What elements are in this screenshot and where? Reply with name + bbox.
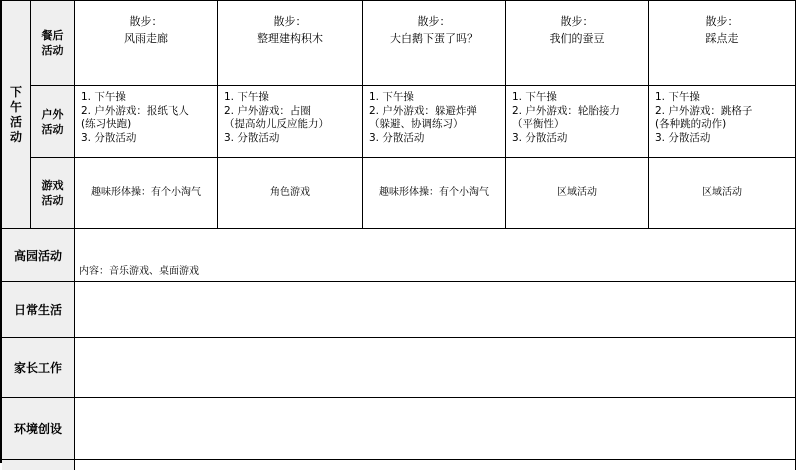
after-meal-day-4-title: 散步：	[560, 15, 594, 28]
after-meal-day-1-activity: 风雨走廊	[124, 32, 168, 45]
games-day-1	[75, 158, 218, 229]
outdoor-day-1-line-1: 1. 下午操	[81, 91, 126, 103]
after-meal-day-3	[363, 0, 506, 86]
gaoyuan-content-cell	[75, 229, 796, 282]
games-day-5	[649, 158, 796, 229]
games-day-4	[506, 158, 649, 229]
outdoor-day-1	[75, 86, 218, 158]
games-day-2-text: 角色游戏	[270, 187, 310, 198]
after-meal-day-2-title: 散步：	[273, 15, 307, 28]
gaoyuan-content: 内容：音乐游戏、桌面游戏	[79, 266, 199, 277]
outdoor-day-3-line-1: 1. 下午操	[369, 91, 414, 103]
next-row-label-stub	[2, 460, 75, 470]
after-meal-day-1-title: 散步：	[129, 15, 163, 28]
parents-label: 家长工作	[13, 361, 62, 375]
after-meal-day-2-activity: 整理建构积木	[257, 32, 323, 45]
outdoor-day-5-line-3: (各种跳的动作)	[655, 118, 727, 130]
outdoor-day-5-line-1: 1. 下午操	[655, 91, 700, 103]
games-day-5-text: 区域活动	[702, 187, 742, 198]
after-meal-day-4-activity: 我们的蚕豆	[549, 32, 605, 45]
next-row-content-stub	[75, 460, 796, 470]
outdoor-day-3-line-3: （躲避、协调练习）	[369, 118, 464, 130]
environment-label: 环境创设	[13, 422, 62, 436]
after-meal-day-5	[649, 0, 796, 86]
outdoor-day-2-line-2: 2. 户外游戏：占圈	[224, 104, 311, 117]
outdoor-label-cell	[31, 86, 75, 158]
after-meal-day-4	[506, 0, 649, 86]
parents-label-cell	[2, 338, 75, 398]
outdoor-day-1-line-3: (练习快跑)	[81, 118, 132, 130]
after-meal-label: 餐后活动	[41, 29, 64, 57]
environment-content-cell	[75, 398, 796, 460]
outdoor-day-3	[363, 86, 506, 158]
parents-content-cell	[75, 338, 796, 398]
outdoor-day-5-line-2: 2. 户外游戏：跳格子	[655, 104, 753, 117]
outdoor-day-4	[506, 86, 649, 158]
afternoon-group-label-cell	[2, 0, 31, 229]
environment-label-cell	[2, 398, 75, 460]
after-meal-label-cell	[31, 0, 75, 86]
gaoyuan-label: 高园活动	[13, 248, 62, 263]
outdoor-day-2	[218, 86, 363, 158]
outdoor-day-1-line-4: 3. 分散活动	[81, 131, 137, 144]
outdoor-day-5	[649, 86, 796, 158]
outdoor-day-1-line-2: 2. 户外游戏：报纸飞人	[81, 104, 189, 117]
games-day-4-text: 区域活动	[557, 187, 597, 198]
afternoon-group-label: 下午活动	[9, 84, 22, 144]
games-label-cell	[31, 158, 75, 229]
after-meal-day-1	[75, 0, 218, 86]
daily-life-content-cell	[75, 282, 796, 338]
outdoor-day-2-line-1: 1. 下午操	[224, 91, 269, 103]
outdoor-day-3-line-2: 2. 户外游戏：躲避炸弹	[369, 104, 477, 117]
outdoor-day-4-line-2: 2. 户外游戏：轮胎接力	[512, 104, 620, 117]
outdoor-day-2-line-3: （提高幼儿反应能力）	[224, 118, 329, 130]
outdoor-label: 户外活动	[41, 107, 64, 136]
games-label: 游戏活动	[41, 179, 64, 207]
outdoor-day-3-line-4: 3. 分散活动	[369, 131, 425, 144]
daily-life-label: 日常生活	[13, 303, 62, 317]
games-day-2	[218, 158, 363, 229]
outdoor-day-5-line-4: 3. 分散活动	[655, 131, 711, 144]
outdoor-day-2-line-4: 3. 分散活动	[224, 131, 280, 144]
after-meal-day-2	[218, 0, 363, 86]
games-day-3-text: 趣味形体操：有个小淘气	[379, 187, 489, 198]
outdoor-day-4-line-1: 1. 下午操	[512, 91, 557, 103]
outdoor-day-4-line-3: （平衡性）	[512, 118, 565, 130]
games-day-1-text: 趣味形体操：有个小淘气	[91, 187, 201, 198]
outdoor-day-4-line-4: 3. 分散活动	[512, 131, 568, 144]
daily-life-label-cell	[2, 282, 75, 338]
games-day-3	[363, 158, 506, 229]
gaoyuan-label-cell	[2, 229, 75, 282]
after-meal-day-5-title: 散步：	[705, 15, 739, 28]
after-meal-day-3-activity: 大白鹅下蛋了吗？	[390, 32, 478, 45]
after-meal-day-5-activity: 踩点走	[705, 32, 739, 45]
after-meal-day-3-title: 散步：	[417, 15, 451, 28]
